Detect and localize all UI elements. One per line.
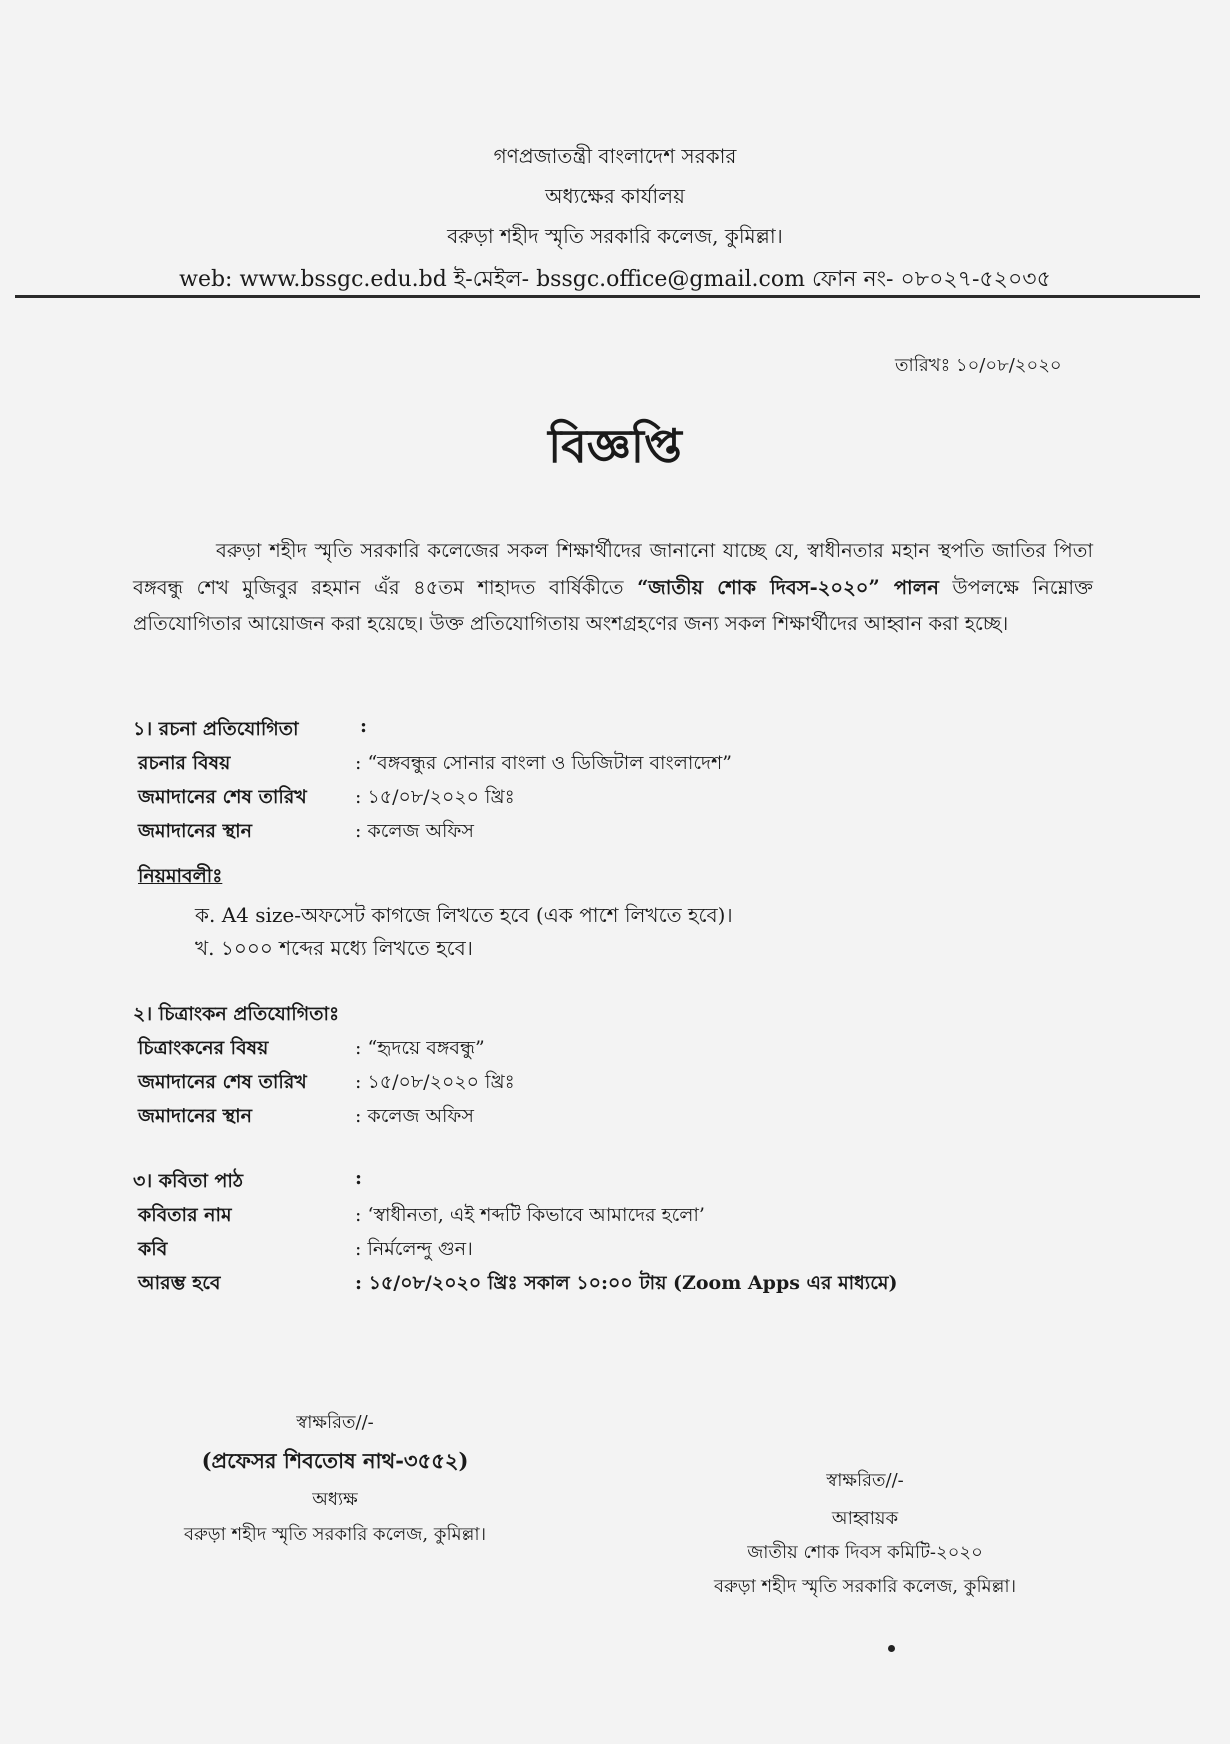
principal-designation: অধ্যক্ষ: [312, 1489, 358, 1510]
college-name: বরুড়া শহীদ স্মৃতি সরকারি কলেজ, কুমিল্লা।: [447, 224, 783, 248]
poem-name-value: : ‘স্বাধীনতা, এই শব্দটি কিভাবে আমাদের হলো’: [355, 1204, 705, 1226]
section1-title: ১। রচনা প্রতিযোগিতা: [133, 718, 299, 740]
section3-title: ৩। কবিতা পাঠ: [133, 1170, 244, 1192]
drawing-topic-label: চিত্রাংকনের বিষয়: [138, 1037, 269, 1059]
essay-deadline-label: জমাদানের শেষ তারিখ: [138, 786, 307, 808]
poet-label: কবি: [138, 1238, 168, 1260]
section2-title: ২। চিত্রাংকন প্রতিযোগিতাঃ: [133, 1003, 340, 1025]
drawing-deadline-label: জমাদানের শেষ তারিখ: [138, 1071, 307, 1093]
principal-institution: বরুড়া শহীদ স্মৃতি সরকারি কলেজ, কুমিল্লা।: [183, 1524, 487, 1545]
section1-colon: :: [360, 715, 368, 737]
essay-place-label: জমাদানের স্থান: [138, 820, 253, 842]
notice-title: বিজ্ঞপ্তি: [548, 419, 682, 473]
poet-value: : নির্মলেন্দু গুন।: [355, 1238, 473, 1260]
drawing-topic-value: : “হৃদয়ে বঙ্গবন্ধু”: [355, 1037, 485, 1059]
header-divider: [15, 295, 1200, 298]
intro-paragraph: [133, 533, 1093, 643]
office-name: অধ্যক্ষের কার্যালয়: [545, 184, 685, 208]
poem-name-label: কবিতার নাম: [138, 1204, 232, 1226]
contact-line: web: www.bssgc.edu.bd ই-মেইল- bssgc.office@gmail.com ফোন নং- ০৮০২৭-৫২০৩৫: [179, 267, 1051, 292]
intro-text-2: উপলক্ষে নিম্নোক্ত প্রতিযোগিতার আয়োজন করা হয়েছে। উক্ত প্রতিযোগিতায় অংশগ্রহণের জন্য সকল শিক্ষার্থীদের আহ্বান করা হচ্ছে।: [133, 575, 1093, 635]
intro-text-1: বরুড়া শহীদ স্মৃতি সরকারি কলেজের সকল শিক্ষার্থীদের জানানো যাচ্ছে যে, স্বাধীনতার মহান স্থপতি জাতির পিতা বঙ্গবন্ধু শেখ মুজিবুর রহমান এঁর ৪৫তম শাহাদত বার্ষিকীতে: [133, 539, 1093, 599]
convener-designation: আহ্বায়ক: [831, 1508, 899, 1529]
essay-topic-label: রচনার বিষয়: [138, 752, 231, 774]
rule-item: খ. ১০০০ শব্দের মধ্যে লিখতে হবে।: [195, 936, 473, 960]
intro-bold: “জাতীয় শোক দিবস-২০২০” পালন: [637, 575, 939, 599]
rule-item: ক. A4 size-অফসেট কাগজে লিখতে হবে (এক পাশে লিখতে হবে)।: [195, 903, 733, 927]
section3-colon: :: [355, 1167, 363, 1189]
essay-topic-value: : “বঙ্গবন্ধুর সোনার বাংলা ও ডিজিটাল বাংলাদেশ”: [355, 752, 732, 774]
drawing-place-value: : কলেজ অফিস: [355, 1105, 474, 1127]
rules-title: নিয়মাবলীঃ: [138, 865, 223, 887]
ink-dot: [888, 1645, 895, 1652]
drawing-place-label: জমাদানের স্থান: [138, 1105, 253, 1127]
notice-date: তারিখঃ ১০/০৮/২০২০: [895, 355, 1062, 376]
start-time-label: আরম্ভ হবে: [138, 1272, 221, 1294]
left-signed: স্বাক্ষরিত//-: [296, 1412, 374, 1433]
convener-institution: বরুড়া শহীদ স্মৃতি সরকারি কলেজ, কুমিল্লা।: [713, 1576, 1017, 1597]
govt-name: গণপ্রজাতন্ত্রী বাংলাদেশ সরকার: [493, 144, 737, 168]
essay-place-value: : কলেজ অফিস: [355, 820, 474, 842]
start-time-value: : ১৫/০৮/২০২০ খ্রিঃ সকাল ১০:০০ টায় (Zoom Apps এর মাধ্যমে): [355, 1272, 898, 1294]
drawing-deadline-value: : ১৫/০৮/২০২০ খ্রিঃ: [355, 1071, 515, 1093]
right-signed: স্বাক্ষরিত//-: [826, 1470, 904, 1491]
committee-name: জাতীয় শোক দিবস কমিটি-২০২০: [747, 1542, 983, 1563]
essay-deadline-value: : ১৫/০৮/২০২০ খ্রিঃ: [355, 786, 515, 808]
principal-name: (প্রফেসর শিবতোষ নাথ-৩৫৫২): [201, 1448, 469, 1473]
